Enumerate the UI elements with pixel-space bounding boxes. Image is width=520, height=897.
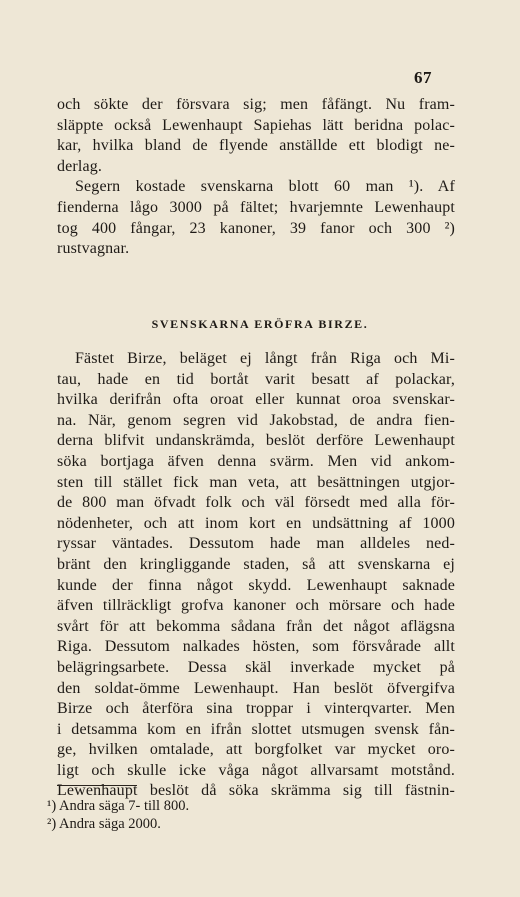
text-line: tau, hade en tid bortåt varit besatt af polackar, — [57, 370, 455, 388]
footnotes — [47, 797, 347, 833]
text-line: släppte också Lewenhaupt Sapiehas lätt beridna polac- — [57, 116, 455, 134]
text-line: äfven tillräckligt grofva kanoner och mörsare och hade — [57, 597, 455, 615]
text-line: i detsamma kom en ifrån slottet utsmugen svensk fån- — [57, 720, 455, 738]
text-line: de 800 man öfvadt folk och väl försedt med alla för- — [57, 494, 455, 512]
text-line: na. När, genom segren vid Jakobstad, de andra fien- — [57, 411, 455, 429]
text-line: fienderna lågo 3000 på fältet; hvarjemnte Lewenhaupt — [57, 198, 455, 216]
page-number: 67 — [414, 68, 432, 87]
text-line: söka bortjaga äfven denna svärm. Men vid ankom- — [57, 452, 455, 470]
footnote: ²) Andra säga 2000. — [47, 816, 161, 832]
text-line: ge, hvilken omtalade, att borgfolket var mycket oro- — [57, 741, 455, 759]
text-line: derlag. — [57, 157, 103, 175]
section-heading: SVENSKARNA ERÖFRA BIRZE. — [151, 317, 369, 331]
text-line: bränt den kringliggande staden, så att svenskarna ej — [57, 555, 455, 573]
text-line: ligt och skulle icke våga något allvarsamt motstånd. — [57, 761, 455, 779]
text-line: tog 400 fångar, 23 kanoner, 39 fanor och 300 ²) — [57, 219, 455, 237]
text-line: den soldat-ömme Lewenhaupt. Han beslöt öfvergifva — [57, 679, 455, 697]
text-line: kunde der finna något skydd. Lewenhaupt saknade — [57, 576, 455, 594]
text-line: ryssar väntades. Dessutom hade man alldeles ned- — [57, 535, 455, 553]
text-line: derna blifvit undanskrämda, beslöt derföre Lewenhaupt — [57, 432, 455, 450]
text-line: hvilka derifrån ofta oroat eller kunnat oroa svenskar- — [57, 391, 455, 409]
text-line: sten till stället fick man veta, att besättningen utgjor- — [57, 473, 455, 491]
text-line: Birze och återföra sina troppar i vinterqvarter. Men — [57, 700, 455, 718]
footnote-divider — [57, 785, 137, 786]
text-line: rustvagnar. — [57, 240, 130, 258]
text-line: Segern kostade svenskarna blott 60 man ¹). Af — [75, 178, 455, 196]
paragraph-block-2 — [57, 349, 455, 802]
paragraph-block-1 — [57, 95, 455, 260]
text-line: svårt för att bekomma sådana från det något aflägsna — [57, 617, 455, 635]
text-line: och sökte der försvara sig; men fåfängt. Nu fram- — [57, 96, 455, 113]
text-line: Fästet Birze, beläget ej långt från Riga och Mi- — [75, 350, 455, 367]
footnote: ¹) Andra säga 7- till 800. — [47, 798, 190, 814]
text-line: kar, hvilka bland de flyende anställde ett blodigt ne- — [57, 137, 455, 155]
text-line: Riga. Dessutom nalkades hösten, som försvårade allt — [57, 638, 455, 656]
text-line: belägringsarbete. Dessa skäl inverkade mycket på — [57, 658, 455, 676]
text-line: Lewenhaupt beslöt då söka skrämma sig till fästnin- — [57, 782, 455, 800]
text-line: nödenheter, och att inom kort en undsättning af 1000 — [57, 514, 455, 532]
